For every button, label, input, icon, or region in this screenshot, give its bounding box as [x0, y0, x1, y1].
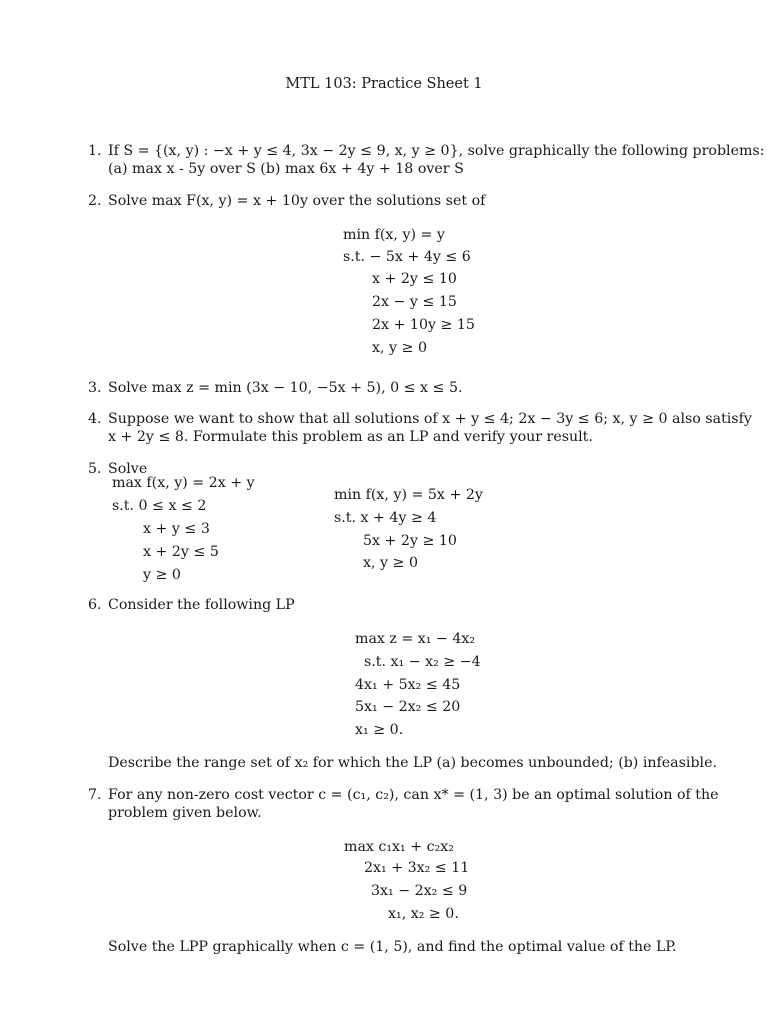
problem-2-constraint-2: x + 2y ≤ 10: [372, 271, 457, 287]
problem-6-constraint-2: 4x₁ + 5x₂ ≤ 45: [355, 677, 461, 693]
problem-7-number: 7.: [88, 787, 102, 803]
problem-4-line-1: Suppose we want to show that all solutions of x + y ≤ 4; 2x − 3y ≤ 6; x, y ≥ 0 also satisfy: [108, 411, 752, 427]
problem-5-left-objective: max f(x, y) = 2x + y: [112, 475, 255, 491]
problem-2-number: 2.: [88, 193, 102, 209]
problem-4-number: 4.: [88, 411, 102, 427]
problem-7-line-1: For any non-zero cost vector c = (c₁, c₂), can x* = (1, 3) be an optimal solution of the: [108, 787, 719, 803]
problem-5-line-1: Solve: [108, 461, 148, 477]
problem-5-left-constraint-1: s.t. 0 ≤ x ≤ 2: [112, 498, 207, 514]
problem-2-constraint-3: 2x − y ≤ 15: [372, 294, 457, 310]
problem-1-line-2: (a) max x - 5y over S (b) max 6x + 4y + 18 over S: [108, 161, 464, 177]
problem-6-number: 6.: [88, 597, 102, 613]
problem-5-left-constraint-3: x + 2y ≤ 5: [143, 544, 219, 560]
problem-5-number: 5.: [88, 461, 102, 477]
problem-6-constraint-3: 5x₁ − 2x₂ ≤ 20: [355, 699, 461, 715]
problem-1-line-1: If S = {(x, y) : −x + y ≤ 4, 3x − 2y ≤ 9, x, y ≥ 0}, solve graphically the following problems:: [108, 143, 765, 159]
problem-6-objective: max z = x₁ − 4x₂: [355, 631, 476, 647]
page-title: MTL 103: Practice Sheet 1: [285, 76, 483, 92]
problem-4-line-2: x + 2y ≤ 8. Formulate this problem as an LP and verify your result.: [108, 429, 593, 445]
problem-2-line-1: Solve max F(x, y) = x + 10y over the solutions set of: [108, 193, 486, 209]
problem-6-question: Describe the range set of x₂ for which the LP (a) becomes unbounded; (b) infeasible.: [108, 755, 717, 771]
problem-2-objective: min f(x, y) = y: [343, 227, 445, 243]
problem-2-constraint-5: x, y ≥ 0: [372, 340, 427, 356]
problem-7-constraint-1: 2x₁ + 3x₂ ≤ 11: [364, 860, 470, 876]
problem-6-line-1: Consider the following LP: [108, 597, 295, 613]
problem-7-line-2: problem given below.: [108, 805, 262, 821]
problem-7-constraint-2: 3x₁ − 2x₂ ≤ 9: [371, 883, 468, 899]
problem-1-number: 1.: [88, 143, 102, 159]
problem-5-right-constraint-3: x, y ≥ 0: [363, 555, 418, 571]
problem-2-constraint-4: 2x + 10y ≥ 15: [372, 317, 475, 333]
problem-5-right-objective: min f(x, y) = 5x + 2y: [334, 487, 483, 503]
problem-7-constraint-3: x₁, x₂ ≥ 0.: [388, 906, 459, 922]
problem-5-left-constraint-4: y ≥ 0: [143, 567, 181, 583]
problem-5-left-constraint-2: x + y ≤ 3: [143, 521, 210, 537]
problem-7-objective: max c₁x₁ + c₂x₂: [344, 839, 454, 855]
problem-6-constraint-4: x₁ ≥ 0.: [355, 722, 404, 738]
problem-6-constraint-1: s.t. x₁ − x₂ ≥ −4: [364, 654, 481, 670]
problem-2-constraint-1: s.t. − 5x + 4y ≤ 6: [343, 249, 471, 265]
problem-5-right-constraint-1: s.t. x + 4y ≥ 4: [334, 510, 437, 526]
problem-3-number: 3.: [88, 380, 102, 396]
problem-5-right-constraint-2: 5x + 2y ≥ 10: [363, 533, 457, 549]
problem-3-line-1: Solve max z = min (3x − 10, −5x + 5), 0 ≤ x ≤ 5.: [108, 380, 463, 396]
problem-7-question: Solve the LPP graphically when c = (1, 5), and find the optimal value of the LP.: [108, 939, 677, 955]
